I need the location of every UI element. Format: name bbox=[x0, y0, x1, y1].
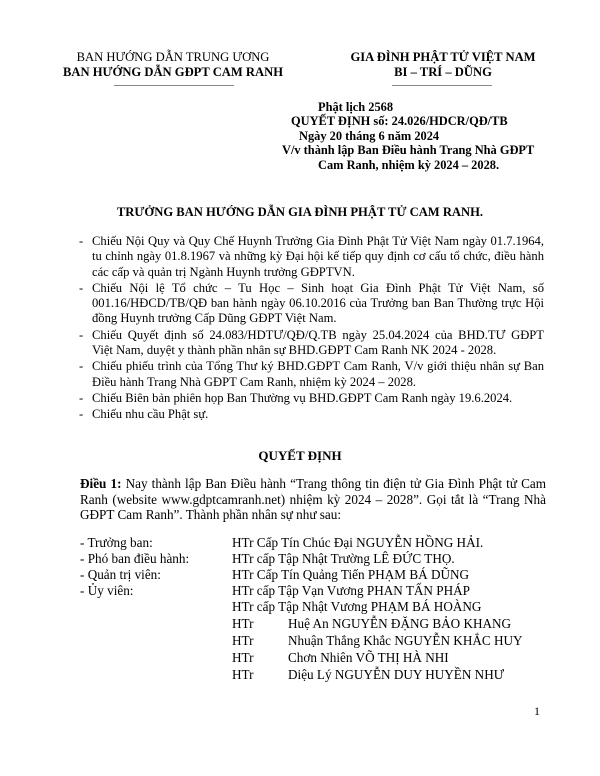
header-org-local: BAN HƯỚNG DẪN GĐPT CAM RANH bbox=[62, 65, 284, 79]
member-name: Chơn Nhiên VÕ THỊ HÀ NHI bbox=[288, 650, 449, 665]
roster-role: - Quản trị viên: bbox=[80, 567, 161, 582]
member-prefix: HTr bbox=[232, 650, 254, 665]
consideration-item: - Chiếu nhu cầu Phật sự. bbox=[92, 407, 544, 422]
roster-name: HTr cấp Tập Vạn Vương PHAN TẤN PHÁP bbox=[232, 583, 470, 598]
decision-heading: QUYẾT ĐỊNH bbox=[258, 448, 342, 463]
header-org-national: BAN HƯỚNG DẪN TRUNG ƯƠNG bbox=[76, 50, 270, 64]
header-right-underline bbox=[392, 85, 492, 86]
member-name: Diệu Lý NGUYỄN DUY HUYỀN NHƯ bbox=[288, 667, 504, 682]
buddhist-calendar-year: Phật lịch 2568 bbox=[318, 100, 394, 114]
roster-name: HTr Cấp Tín Chúc Đại NGUYỄN HỒNG HẢI. bbox=[232, 535, 484, 550]
roster-name: HTr cấp Tập Nhật Trường LÊ ĐỨC THỌ. bbox=[232, 551, 455, 566]
roster-role: - Phó ban điều hành: bbox=[80, 551, 190, 566]
consideration-item: - Chiếu Biên bản phiên họp Ban Thường vụ BHD.GĐPT Cam Ranh ngày 19.6.2024. bbox=[92, 391, 544, 406]
member-prefix: HTr bbox=[232, 667, 254, 682]
member-name: Nhuận Thắng Khắc NGUYỄN KHẮC HUY bbox=[288, 633, 523, 648]
decision-number: QUYẾT ĐỊNH số: 24.026/HDCR/QĐ/TB bbox=[291, 114, 508, 128]
member-prefix: HTr bbox=[232, 616, 254, 631]
consideration-item: - Chiếu Nội lệ Tổ chức – Tu Học – Sinh hoạt Gia Đình Phật Tử Việt Nam, số 001.16/HĐCD/TB/QĐ ban hành ngày 06.10.2016 của Trưởng ban Ban Thường trực Hội đồng Huynh trưởng Cấp Dũng GĐPT Việt Nam. bbox=[92, 281, 544, 327]
roster-name: HTr Cấp Tín Quảng Tiến PHẠM BÁ DŨNG bbox=[232, 567, 470, 582]
article-1-label: Điều 1: bbox=[80, 476, 122, 491]
page-number: 1 bbox=[534, 704, 540, 718]
consideration-item: - Chiếu Nội Quy và Quy Chế Huynh Trưởng Gia Đình Phật Tử Việt Nam ngày 01.7.1964, tu chỉnh ngày 01.8.1967 và những kỳ Đại hội kế tiếp quy định cơ cấu tổ chức, điều hành các cấp và quản trị Ngành Huynh trưởng GĐPTVN. bbox=[92, 234, 544, 280]
roster-role: - Trưởng ban: bbox=[80, 535, 153, 550]
member-prefix: HTr bbox=[232, 633, 254, 648]
consideration-item: - Chiếu phiếu trình của Tổng Thư ký BHD.GĐPT Cam Ranh, V/v giới thiệu nhân sự Ban Điều hành Trang Nhà GĐPT Cam Ranh, nhiệm kỳ 2024 – 2028. bbox=[92, 359, 544, 390]
header-organization: GIA ĐÌNH PHẬT TỬ VIỆT NAM bbox=[350, 50, 536, 64]
decision-subject-line2: Cam Ranh, nhiệm kỳ 2024 – 2028. bbox=[318, 158, 500, 172]
authority-title: TRƯỞNG BAN HƯỚNG DẪN GIA ĐÌNH PHẬT TỬ CAM RANH. bbox=[116, 205, 484, 219]
roster-name: HTr cấp Tập Nhật Vương PHẠM BÁ HOÀNG bbox=[232, 599, 482, 614]
decision-subject-line1: V/v thành lập Ban Điều hành Trang Nhà GĐPT bbox=[282, 143, 535, 157]
decision-date: Ngày 20 tháng 6 năm 2024 bbox=[299, 129, 440, 143]
considerations-list bbox=[92, 234, 544, 424]
roster-role: - Ủy viên: bbox=[80, 583, 134, 598]
member-name: Huệ An NGUYỄN ĐẶNG BẢO KHANG bbox=[288, 616, 512, 631]
header-left-underline bbox=[114, 85, 234, 86]
consideration-item: - Chiếu Quyết định số 24.083/HDTƯ/QĐ/Q.TB ngày 25.04.2024 của BHD.TƯ GĐPT Việt Nam, duyệt y thành phần nhân sự BHD.GĐPT Cam Ranh NK 2024 - 2028. bbox=[92, 328, 544, 359]
header-motto: BI – TRÍ – DŨNG bbox=[394, 65, 492, 79]
article-1 bbox=[80, 476, 546, 523]
article-1-text: Nay thành lập Ban Điều hành “Trang thông tin điện tử Gia Đình Phật tử Cam Ranh (website www.gdptcamranh.net) nhiệm kỳ 2024 – 2028”. Gọi tắt là “Trang Nhà GĐPT Cam Ranh”. Thành phần nhân sự như sau: bbox=[80, 476, 546, 523]
